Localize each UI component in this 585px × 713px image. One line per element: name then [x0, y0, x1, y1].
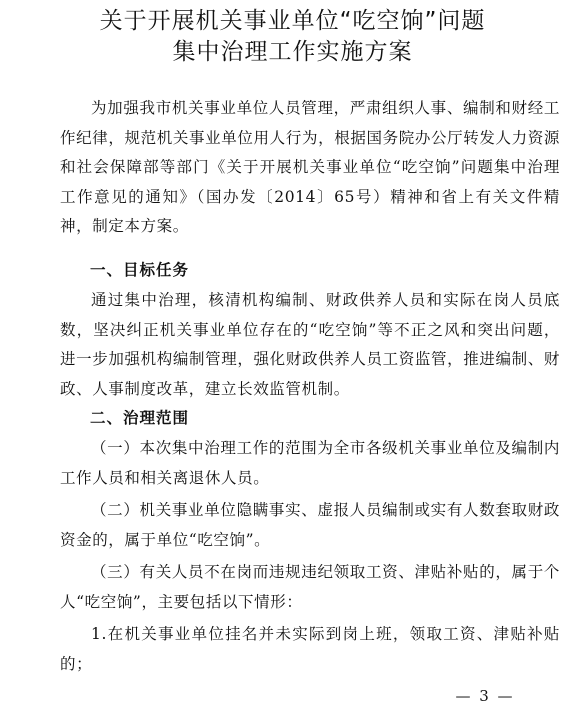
- document-title-line-2: 集中治理工作实施方案: [172, 39, 413, 65]
- goals-paragraph: 通过集中治理，核清机构编制、财政供养人员和实际在岗人员底数，坚决纠正机关事业单位存在的“吃空饷”等不正之风和突出问题，进一步加强机构编制管理，强化财政供养人员工资监管，推进编制、财政、人事制度改革，建立长效监管机制。: [60, 291, 560, 398]
- document-title-line-1: 关于开展机关事业单位“吃空饷”问题: [99, 8, 486, 34]
- section-heading-scope: 二、治理范围: [90, 409, 190, 427]
- intro-paragraph: 为加强我市机关事业单位人员管理，严肃组织人事、编制和财经工作纪律，规范机关事业单位用人行为，根据国务院办公厅转发人力资源和社会保障部等部门《关于开展机关事业单位“吃空饷”问题集中治理工作意见的通知》（国办发〔2014〕65号）精神和省上有关文件精神，制定本方案。: [60, 99, 560, 235]
- page-number: — 3 —: [455, 687, 515, 705]
- section-heading-goals: 一、目标任务: [90, 261, 190, 279]
- scope-paragraph-3: （三）有关人员不在岗而违规违纪领取工资、津贴补贴的，属于个人“吃空饷”，主要包括以下情形：: [60, 563, 560, 611]
- scope-paragraph-1: （一）本次集中治理工作的范围为全市各级机关事业单位及编制内工作人员和相关离退休人员。: [60, 439, 560, 487]
- scope-list-item-1: 1.在机关事业单位挂名并未实际到岗上班，领取工资、津贴补贴的；: [60, 625, 560, 673]
- scope-paragraph-2: （二）机关事业单位隐瞒事实、虚报人员编制或实有人数套取财政资金的，属于单位“吃空饷”。: [60, 501, 560, 549]
